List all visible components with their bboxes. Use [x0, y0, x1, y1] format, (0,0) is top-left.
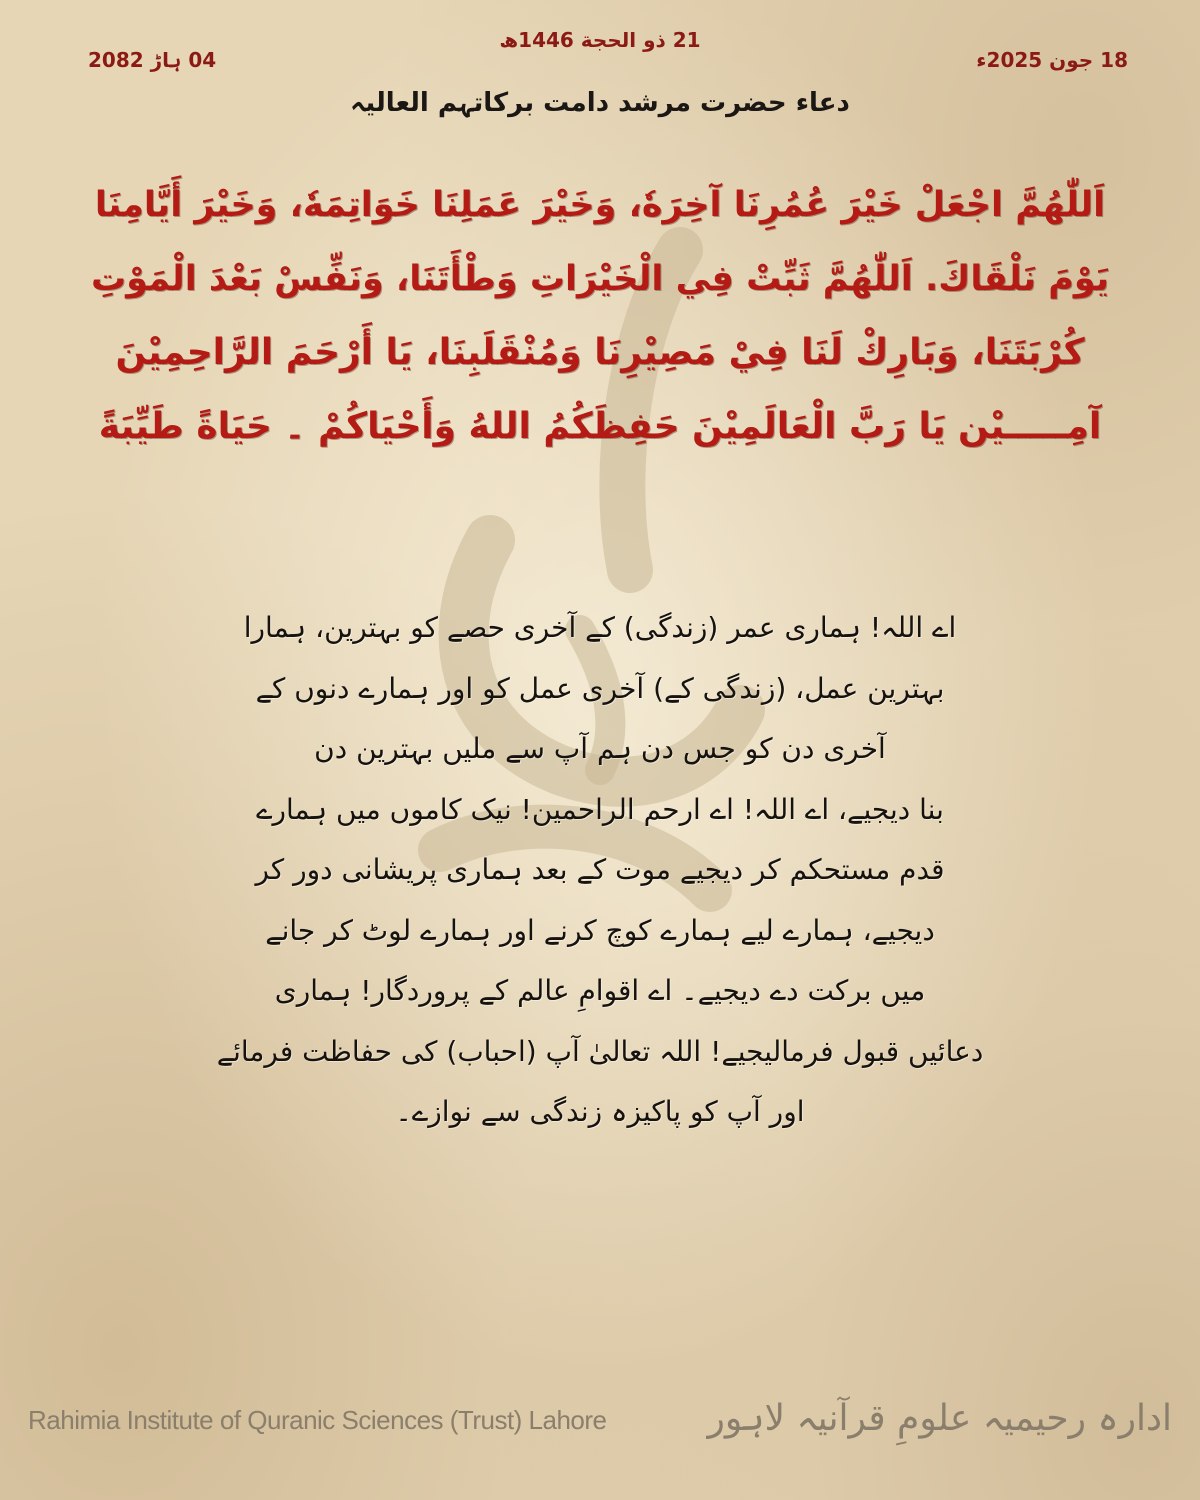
- urdu-translation-line: قدم مستحکم کر دیجیے موت کے بعد ہماری پریشانی دور کر: [255, 853, 945, 886]
- arabic-dua: [90, 168, 1110, 464]
- desi-date: 04 ہاڑ 2082: [88, 48, 217, 72]
- institute-name-english: Rahimia Institute of Quranic Sciences (Trust) Lahore: [28, 1405, 607, 1435]
- urdu-translation-line: بہترین عمل، (زندگی کے) آخری عمل کو اور ہمارے دنوں کے: [255, 671, 945, 705]
- hijri-date: 21 ذو الحجة 1446ھ: [499, 28, 701, 52]
- arabic-dua-line: اَللّٰهُمَّ اجْعَلْ خَيْرَ عُمُرِنَا آخِرَهٗ، وَخَيْرَ عَمَلِنَا خَوَاتِمَهٗ، وَخَيْرَ أَيَّامِنَا: [94, 185, 1106, 225]
- page-title: دعاء حضرت مرشد دامت برکاتہم العالیہ: [350, 88, 850, 118]
- urdu-translation-line: دیجیے، ہمارے لیے ہمارے کوچ کرنے اور ہمارے لوٹ کر جانے: [265, 913, 935, 947]
- arabic-dua-line: آمِـــــيْن يَا رَبَّ الْعَالَمِيْنَ حَفِظَكُمُ اللهُ وَأَحْيَاكُمْ ۔ حَيَاةً طَيِّبَةً: [98, 406, 1102, 447]
- arabic-dua-line: يَوْمَ نَلْقَاكَ. اَللّٰهُمَّ ثَبِّتْ فِي الْخَيْرَاتِ وَطْأَتَنَا، وَنَفِّسْ بَعْدَ الْمَوْتِ: [90, 259, 1110, 299]
- urdu-translation-line: اے اللہ! ہماری عمر (زندگی) کے آخری حصے کو بہترین، ہمارا: [243, 611, 957, 644]
- urdu-translation-line: آخری دن کو جس دن ہم آپ سے ملیں بہترین دن: [314, 732, 886, 765]
- arabic-dua-line: كُرْبَتَنَا، وَبَارِكْ لَنَا فِيْ مَصِيْرِنَا وَمُنْقَلَبِنَا، يَا أَرْحَمَ الرَّاحِمِيْنَ: [115, 332, 1085, 373]
- urdu-translation-line: میں برکت دے دیجیے۔ اے اقوامِ عالم کے پروردگار! ہماری: [274, 974, 926, 1007]
- urdu-translation-line: بنا دیجیے، اے اللہ! اے ارحم الراحمین! نیک کاموں میں ہمارے: [256, 792, 944, 826]
- gregorian-date: 18 جون 2025ء: [976, 48, 1128, 72]
- urdu-translation-line: اور آپ کو پاکیزہ زندگی سے نوازے۔: [395, 1095, 805, 1128]
- urdu-translation-line: دعائیں قبول فرمالیجیے! اللہ تعالیٰ آپ (احباب) کی حفاظت فرمائے: [216, 1034, 984, 1068]
- institute-name-urdu-logo: ادارہ رحیمیہ علومِ قرآنیہ لاہور: [707, 1398, 1172, 1439]
- urdu-translation: [170, 598, 1030, 1143]
